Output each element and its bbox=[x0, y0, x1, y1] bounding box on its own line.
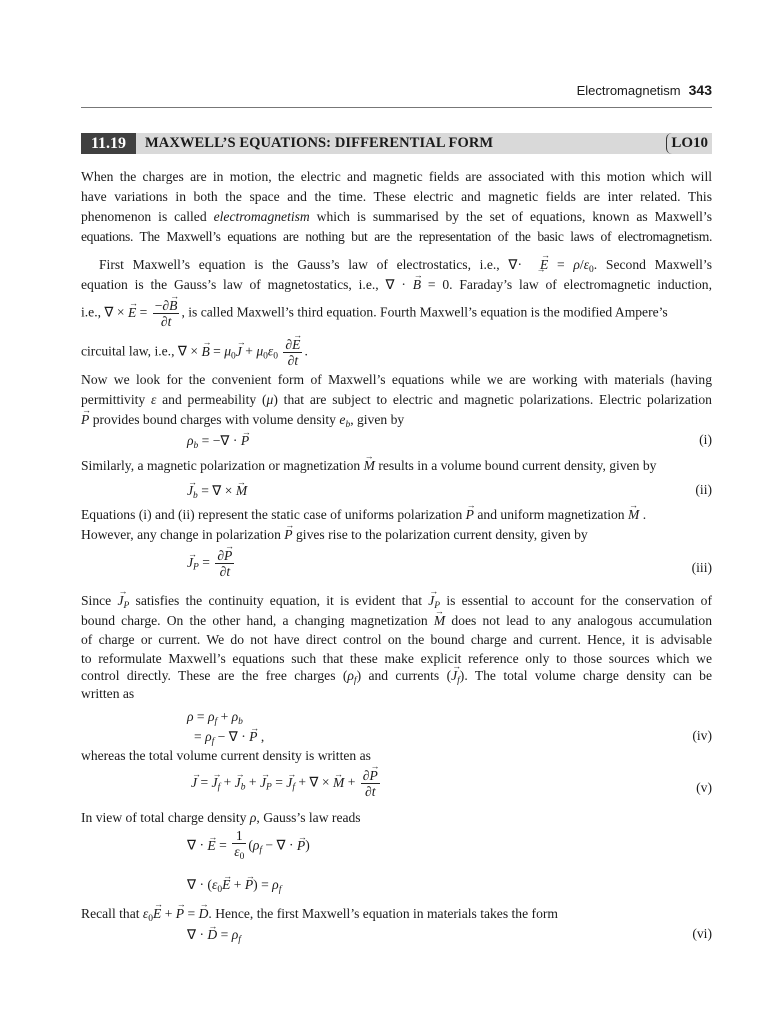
equation-iv-line-2: = $\rho_f$ − ∇ · → P , bbox=[194, 728, 264, 751]
p6-line-6: written as bbox=[81, 686, 135, 701]
chapter-title: Electromagnetism bbox=[576, 83, 681, 98]
section-number: 11.19 bbox=[81, 133, 136, 154]
section-title: MAXWELL’S EQUATIONS: DIFFERENTIAL FORM bbox=[145, 135, 494, 151]
p6-line-3: of charge or current. We do not have direct control on the bound charge and current. Hence, it is advisable bbox=[81, 632, 712, 647]
header-rule bbox=[81, 107, 712, 108]
equation-i: $\rho_b$ = −∇ · → P bbox=[187, 432, 249, 455]
equation-tag-iv: (iv) bbox=[692, 728, 712, 743]
p2-line-4: circuital law, i.e., ∇ × → $B = \mu_0\to J + \mu_0\varepsilon_0$ $\frac{\partial\to E}{\partial t}$ . bbox=[81, 337, 712, 368]
section-heading bbox=[81, 133, 712, 154]
running-header bbox=[81, 82, 712, 104]
p7-line: whereas the total volume current density is written as bbox=[81, 748, 371, 763]
equation-tag-iii: (iii) bbox=[691, 560, 712, 575]
p5-line-2: However, any change in polarization → P gives rise to the polarization current density, given by bbox=[81, 525, 712, 545]
page-number: 343 bbox=[688, 82, 712, 98]
p3-line-2: permittivity ε and permeability (μ) that are subject to electric and magnetic polarizations. Electric polarization bbox=[81, 392, 712, 407]
equation-ii: → $J_b$ = ∇ × → M bbox=[187, 482, 247, 505]
p9-line: Recall that $\varepsilon_0\to E$ + → P = → D. Hence, the first Maxwell’s equation in materials takes the form bbox=[81, 904, 712, 930]
p5-line-1: Equations (i) and (ii) represent the static case of uniforms polarization → P and uniform magnetization → M . bbox=[81, 505, 712, 525]
equation-tag-ii: (ii) bbox=[695, 482, 712, 497]
p8-line: In view of total charge density ρ, Gauss’s law reads bbox=[81, 810, 361, 825]
equation-gauss-1: ∇ · → E = $\frac{1}{\varepsilon_0}$ ($\rho_f$ − ∇ · → P) bbox=[187, 828, 310, 865]
intro-line-3: phenomenon is called electromagnetism which is summarised by the set of equations, known as Maxwell’s bbox=[81, 209, 713, 224]
p6-line-4: to reformulate Maxwell’s equations such that these make explicit reference only to those sources which we bbox=[81, 651, 712, 666]
p3-line-3: → P provides bound charges with volume density $e_b$, given by bbox=[81, 410, 712, 436]
equation-iv-line-1: $\rho = \rho_f + \rho_b$ bbox=[187, 709, 243, 727]
intro-line-2: have variations in both the space and the time. These electric and magnetic fields are inter related. This bbox=[81, 189, 712, 204]
equation-vi: ∇ · → $D = \rho_f$ bbox=[187, 926, 241, 949]
p3-line-1: Now we look for the convenient form of Maxwell’s equations while we are working with materials (having bbox=[81, 372, 712, 387]
intro-line-4: equations. The Maxwell’s equations are nothing but are the representation of the basic laws of electromagnetism. bbox=[81, 229, 712, 244]
equation-iii: → $J_P$ = $\frac{\partial\to P}{\partial t}$ bbox=[187, 548, 236, 579]
p4-line: Similarly, a magnetic polarization or magnetization → M results in a volume bound current density, given by bbox=[81, 456, 712, 476]
equation-v: → J = → $J_f$ + → $J_b$ + → $J_P$ = → $J_f$ + ∇ × → M + $\frac{\partial\to P}{\partial t}$ bbox=[191, 768, 382, 799]
equation-gauss-2: ∇ · ($\varepsilon_0\to E$ + → $P) = \rho_f$ bbox=[187, 876, 281, 899]
equation-tag-v: (v) bbox=[696, 780, 712, 795]
equation-tag-vi: (vi) bbox=[692, 926, 712, 941]
p6-line-1: Since → $J_P$ satisfies the continuity equation, it is evident that → $J_P$ is essential to account for the conservation of bbox=[81, 591, 712, 617]
p6-line-5: control directly. These are the free charges $(\rho_f)$ and currents (→ $J_f$). The total volume charge density can be bbox=[81, 666, 712, 692]
intro-line-1: When the charges are in motion, the electric and magnetic fields are associated with this motion which will bbox=[81, 169, 712, 184]
learning-objective-badge: LO10 bbox=[666, 133, 708, 154]
p6-line-2: bound charge. On the other hand, a changing magnetization → M does not lead to any analogous accumulation bbox=[81, 611, 712, 631]
p2-line-2: equation is the Gauss’s law of magnetostatics, i.e., ∇ · → B = 0. Faraday’s law of electromagnetic induction, bbox=[81, 275, 712, 295]
p2-line-1: First Maxwell’s equation is the Gauss’s law of electrostatics, i.e., ∇·→ $E = \rho/\varepsilon_0$. Second Maxwell’s bbox=[81, 255, 712, 281]
p2-line-3: i.e., ∇ × → E = $\frac{-\partial\to B}{\partial t}$ , is called Maxwell’s third equation. Fourth Maxwell’s equation is the modified Ampere’s bbox=[81, 298, 712, 329]
equation-tag-i: (i) bbox=[699, 432, 712, 447]
